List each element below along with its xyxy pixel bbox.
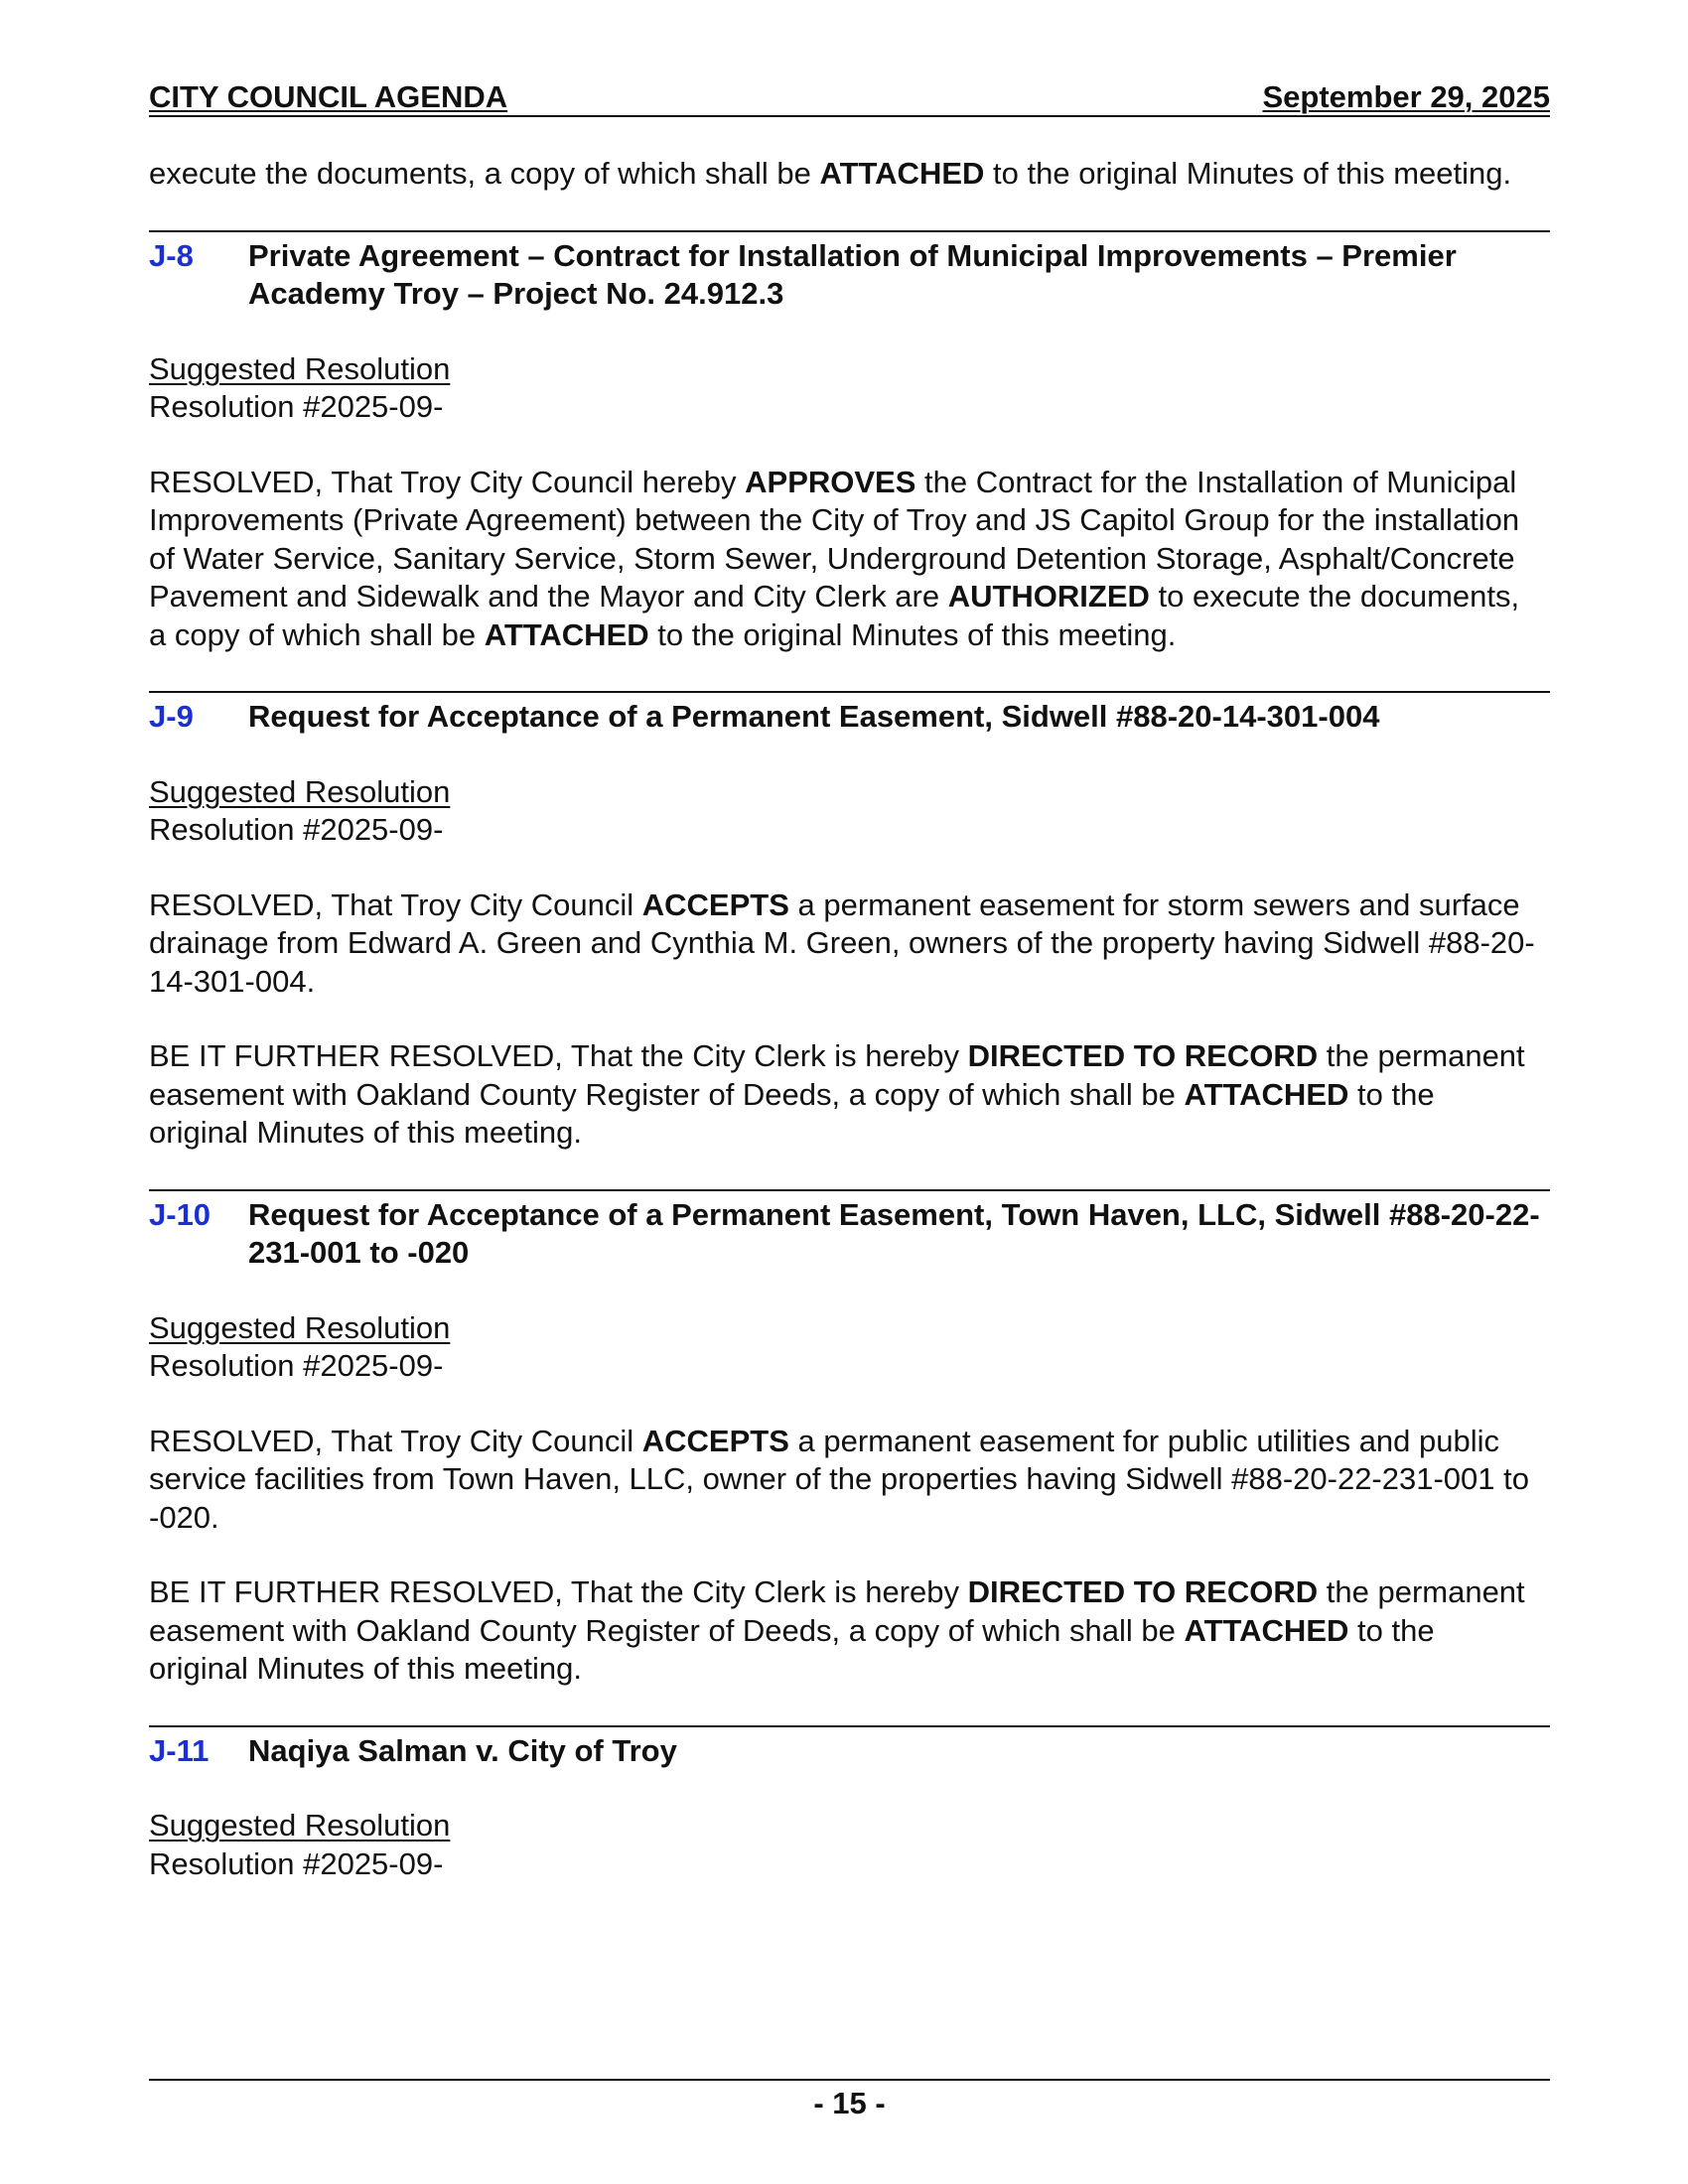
item-title: Naqiya Salman v. City of Troy [248,1732,677,1768]
resolution-text: RESOLVED, That Troy City Council hereby APPROVES the Contract for the Installation of Municipal Improvements (Private Agreement) between the City of Troy and JS Capitol Group for the installation of Water Service, Sanitary Service, Storm Sewer, Underground Detention Storage, Asphalt/Concrete Pavement and Sidewalk and the Mayor and City Clerk are AUTHORIZED to execute the documents, a copy of which shall be ATTACHED to the original Minutes of this meeting. [149,464,1520,652]
item-title: Request for Acceptance of a Permanent Easement, Sidwell #88-20-14-301-004 [248,699,1380,734]
item-number: J-10 [149,1196,211,1232]
resolution-number: Resolution #2025-09- [149,1348,444,1383]
item-number: J-8 [149,237,194,273]
resolution-number: Resolution #2025-09- [149,389,444,424]
further-resolution-text: BE IT FURTHER RESOLVED, That the City Clerk is hereby DIRECTED TO RECORD the permanent easement with Oakland County Register of Deeds, a copy of which shall be ATTACHED to the original Minutes of this meeting. [149,1038,1525,1150]
suggested-resolution-label: Suggested Resolution [149,350,451,386]
item-j11-heading [149,1725,1550,1771]
further-resolution-text: BE IT FURTHER RESOLVED, That the City Clerk is hereby DIRECTED TO RECORD the permanent easement with Oakland County Register of Deeds, a copy of which shall be ATTACHED to the original Minutes of this meeting. [149,1574,1525,1686]
item-j8-heading [149,230,1550,314]
item-title: Private Agreement – Contract for Installation of Municipal Improvements – Premier Academy Troy – Project No. 24.912.3 [248,237,1457,311]
suggested-resolution-label: Suggested Resolution [149,773,451,809]
item-number: J-11 [149,1732,210,1768]
intro-paragraph: execute the documents, a copy of which shall be ATTACHED to the original Minutes of this meeting. [149,156,1512,191]
header-title: CITY COUNCIL AGENDA [149,79,508,114]
page-footer [149,2079,1550,2123]
resolution-number: Resolution #2025-09- [149,812,444,847]
item-number: J-9 [149,699,194,734]
item-j10-heading [149,1189,1550,1273]
item-j9-heading [149,691,1550,737]
resolution-text: RESOLVED, That Troy City Council ACCEPTS a permanent easement for public utilities and public service facilities from Town Haven, LLC, owner of the properties having Sidwell #88-20-22-231-001 to -020. [149,1423,1529,1535]
suggested-resolution-label: Suggested Resolution [149,1808,451,1843]
page-header [149,79,1550,117]
header-date: September 29, 2025 [1262,79,1550,114]
resolution-number: Resolution #2025-09- [149,1845,444,1881]
resolution-text: RESOLVED, That Troy City Council ACCEPTS a permanent easement for storm sewers and surface drainage from Edward A. Green and Cynthia M. Green, owners of the property having Sidwell #88-20-14-301-004. [149,887,1535,999]
agenda-page [149,79,1550,1883]
page-number: - 15 - [813,2086,886,2120]
suggested-resolution-label: Suggested Resolution [149,1309,451,1345]
item-title: Request for Acceptance of a Permanent Easement, Town Haven, LLC, Sidwell #88-20-22-231-001 to -020 [248,1196,1540,1270]
